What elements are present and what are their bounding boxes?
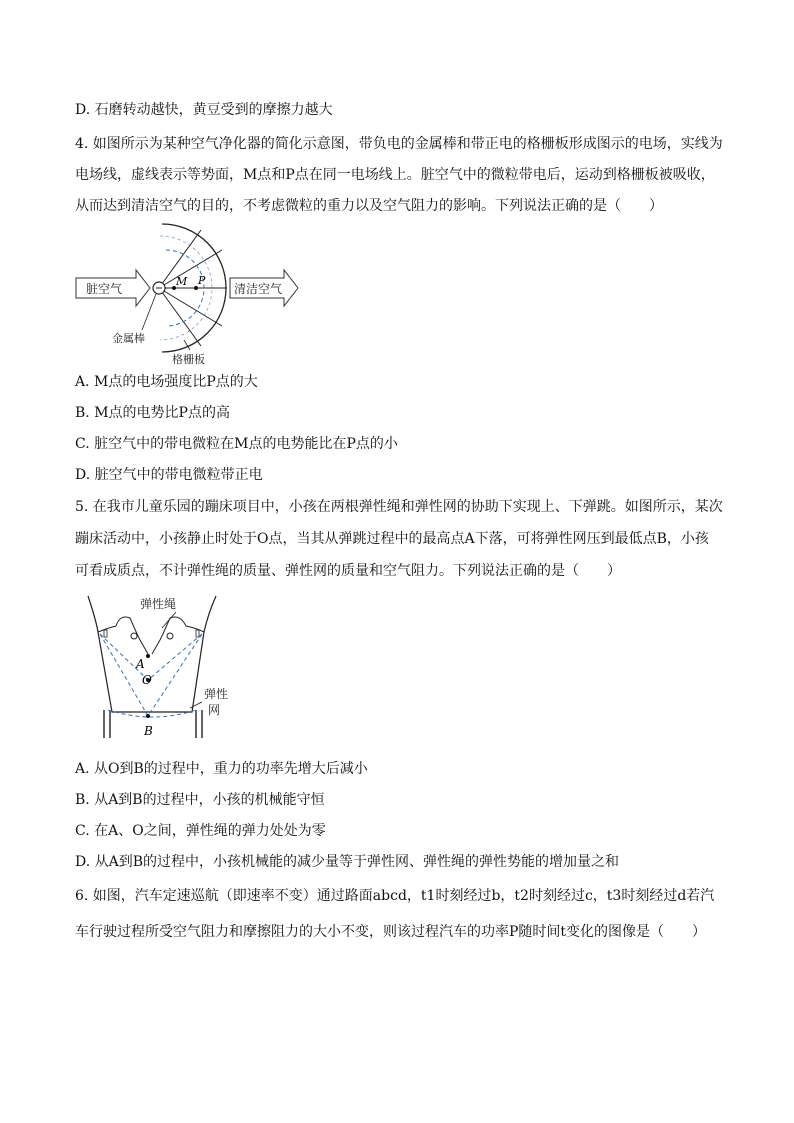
trampoline-legs [104,710,202,738]
q5-option-a[interactable]: A. 从O到B的过程中，重力的功率先增大后减小 [75,761,368,777]
q6-stem-line-2: 车行驶过程所受空气阻力和摩擦阻力的大小不变，则该过程汽车的功率P随时间t变化的图像是（ ） [75,924,707,940]
clean-air-label: 清洁空气 [234,282,283,296]
point-o-label: O [142,673,152,687]
point-m-label: M [176,275,188,288]
q4-stem-line-2: 电场线，虚线表示等势面，M点和P点在同一电场线上。脏空气中的微粒带电后，运动到格栅板被吸收， [75,167,715,183]
q5-option-b[interactable]: B. 从A到B的过程中，小孩的机械能守恒 [75,792,325,808]
q5-option-d[interactable]: D. 从A到B的过程中，小孩机械能的减少量等于弹性网、弹性绳的弹性势能的增加量之和 [75,854,620,870]
point-a-label: A [136,657,145,671]
q6-stem-line-1: 6. 如图，汽车定速巡航（即速率不变）通过路面abcd，t1时刻经过b，t2时刻经过c，t3时刻经过d若汽 [75,888,715,904]
q5-option-c[interactable]: C. 在A、O之间，弹性绳的弹力处处为零 [75,823,326,839]
air-purifier-diagram [72,222,312,368]
q3-option-d: D. 石磨转动越快，黄豆受到的摩擦力越大 [75,102,333,118]
point-b [146,714,150,718]
point-a [146,654,150,658]
q5-stem-line-3: 可看成质点，不计弹性绳的质量、弹性网的质量和空气阻力。下列说法正确的是（ ） [75,563,621,579]
trampoline-diagram [78,592,248,742]
point-p-label: P [198,274,206,287]
elastic-rope-label: 弹性绳 [140,597,177,611]
q4-option-b[interactable]: B. M点的电势比P点的高 [75,405,230,421]
elastic-net [108,710,196,717]
q5-stem-line-2: 蹦床活动中，小孩静止时处于O点，当其从弹跳过程中的最高点A下落，可将弹性网压到最低点B，小孩 [75,531,709,547]
q4-stem-line-1: 4. 如图所示为某种空气净化器的简化示意图，带负电的金属棒和带正电的格栅板形成图示的电场，实线为 [75,136,723,152]
grid-plate-label: 格栅板 [172,353,205,366]
q4-stem-line-3: 从而达到清洁空气的目的，不考虑微粒的重力以及空气阻力的影响。下列说法正确的是（ ） [75,198,663,214]
dirty-air-label: 脏空气 [86,282,123,296]
q4-option-a[interactable]: A. M点的电场强度比P点的大 [75,374,258,390]
elastic-net-label-1: 弹性 [204,687,229,701]
canopy-outline [98,617,204,654]
q4-option-d[interactable]: D. 脏空气中的带电微粒带正电 [75,467,263,483]
q5-stem-line-1: 5. 在我市儿童乐园的蹦床项目中，小孩在两根弹性绳和弹性网的协助下实现上、下弹跳。如图所示，某次 [75,499,723,515]
q4-option-c[interactable]: C. 脏空气中的带电微粒在M点的电势能比在P点的小 [75,436,398,452]
metal-rod-label: 金属棒 [112,332,145,345]
point-b-label: B [144,724,153,738]
elastic-net-label-2: 网 [208,703,221,717]
